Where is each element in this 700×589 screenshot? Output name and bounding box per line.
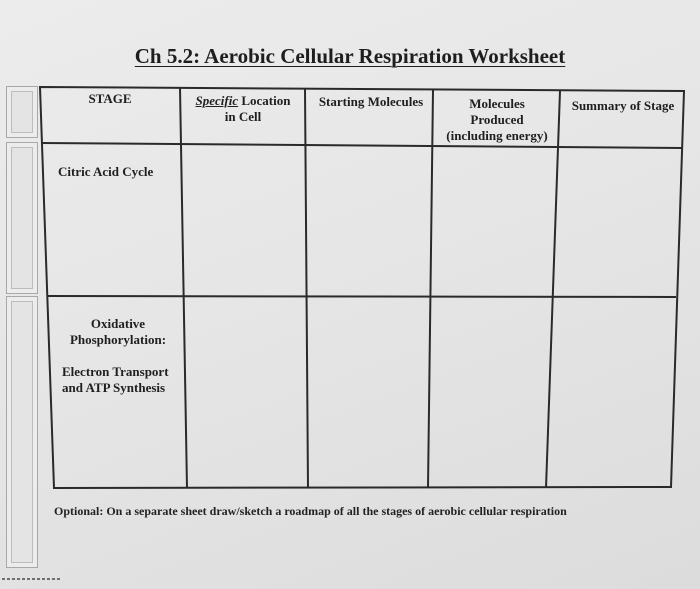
row-2-line2: Phosphorylation:: [69, 332, 167, 347]
header-molecules-produced: [436, 96, 558, 144]
header-produced-line2: Produced: [470, 112, 524, 127]
worksheet-title: Ch 5.2: Aerobic Cellular Respiration Worksheet: [134, 44, 566, 68]
header-produced-line3: (including energy): [446, 128, 548, 143]
header-summary: Summary of Stage: [571, 98, 675, 113]
header-location-specific: Specific: [195, 93, 239, 108]
row-label-oxidative-phosphorylation: [54, 316, 182, 348]
row-label-citric-acid-cycle: Citric Acid Cycle: [58, 164, 154, 179]
header-starting-molecules: Starting Molecules: [318, 94, 424, 109]
header-location-word: Location: [238, 93, 291, 108]
row-2-line4: and ATP Synthesis: [62, 380, 166, 395]
header-stage: STAGE: [88, 91, 132, 106]
row-label-electron-transport: [62, 364, 186, 396]
header-location: [184, 93, 302, 125]
row-2-line1: Oxidative: [90, 316, 146, 331]
header-location-line2: in Cell: [224, 109, 262, 124]
header-produced-line1: Molecules: [469, 96, 525, 111]
row-2-line3: Electron Transport: [62, 364, 169, 379]
optional-instruction: Optional: On a separate sheet draw/sketch a roadmap of all the stages of aerobic cellular respiration: [54, 504, 567, 518]
